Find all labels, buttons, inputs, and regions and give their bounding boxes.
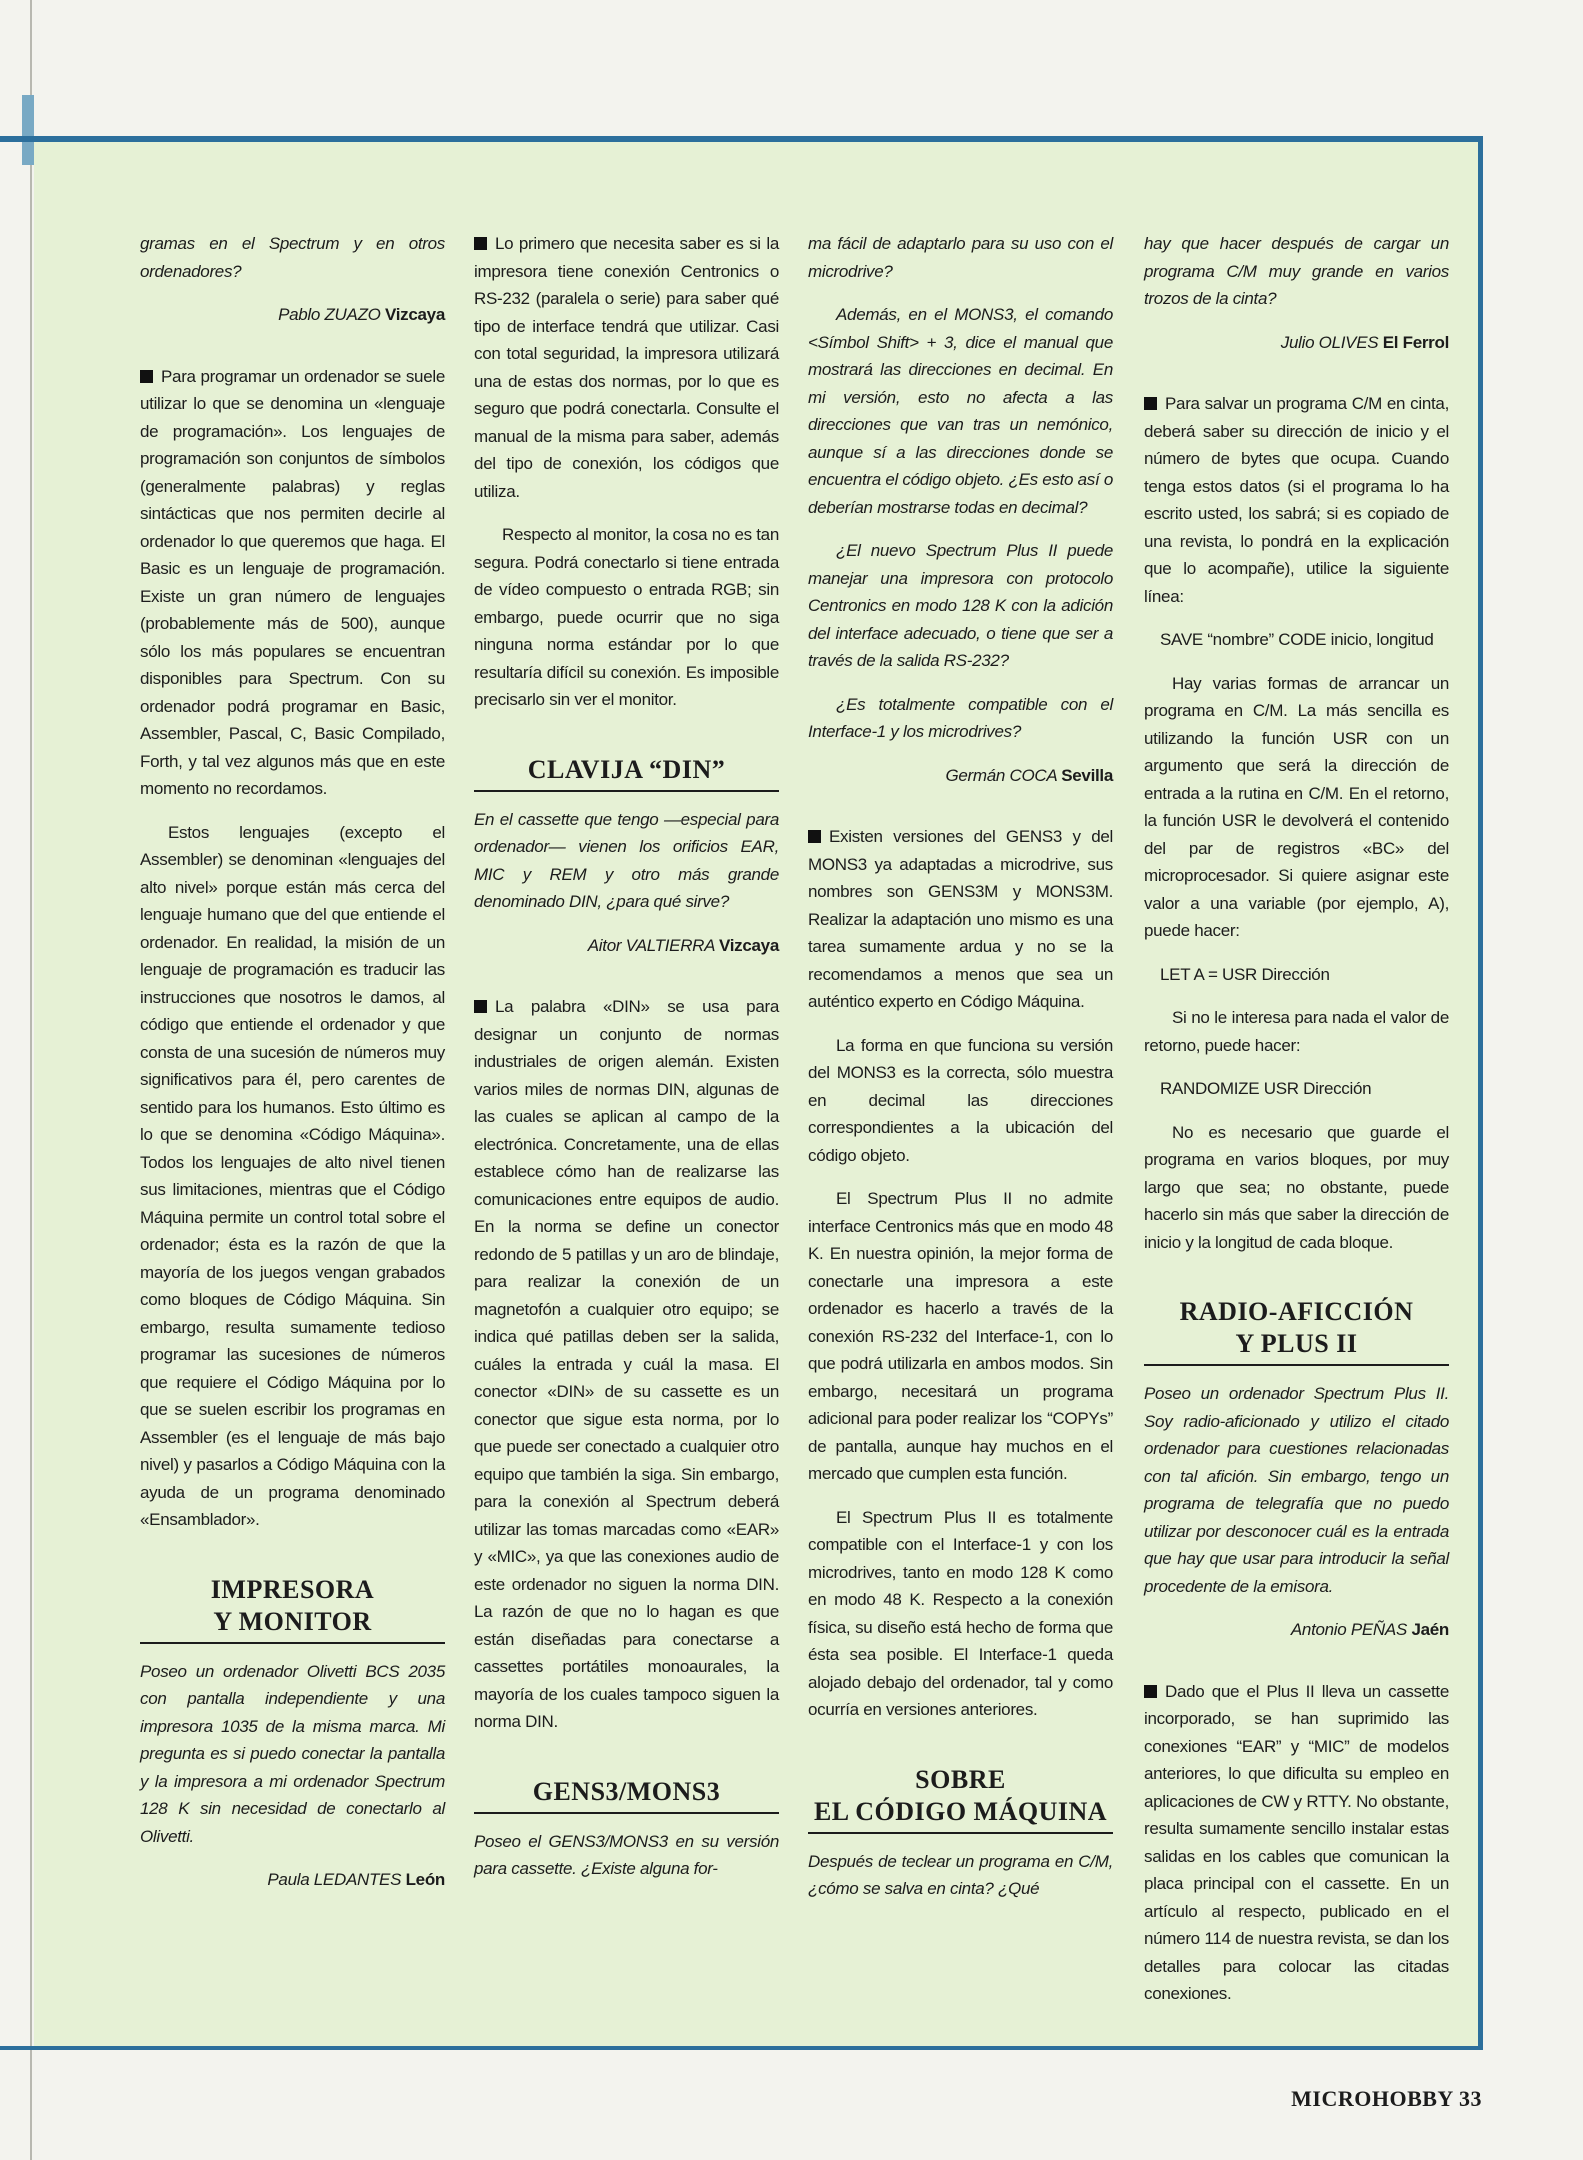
answer-text: La palabra «DIN» se usa para designar un conjunto de normas industriales de origen alemán. Existen varios miles de normas DIN, algunas de las cuales se aplican al campo de la electrónica. Concretamente, una de ellas establece cómo han de realizarse las comunicaciones entre equipos de audio. En la norma se define un conector redondo de 5 patillas y un aro de blindaje, para realizar la conexión de un magnetofón a cualquier otro equipo; se indica qué patillas deben ser la salida, cuáles la entrada y cuál la masa. El conector «DIN» de su cassette es un conector que sigue esta norma, por lo que puede ser conectado a cualquier otro equipo que también la siga. Sin embargo, para la conexión al Spectrum deberá utilizar las tomas marcadas como «EAR» y «MIC», ya que las conexiones audio de este ordenador no siguen la norma DIN. La razón de que no lo hagan es que están diseñadas para conectarse a cassettes portátiles monoaurales, la mayoría de los cuales tampoco siguen la norma DIN. [474,997,779,1731]
bullet-square-icon [808,830,821,843]
answer-text: El Spectrum Plus II es totalmente compatible con el Interface-1 y con los microdrives, tanto en modo 128 K como en modo 48 K. Respecto a la conexión física, su diseño está hecho de forma que ésta sea posible. El Interface-1 queda alojado debajo del ordenador, tal y como ocurría en versiones anteriores. [808,1507,1113,1719]
signature: Antonio PEÑAS Jaén [1290,1620,1449,1639]
answer-text: No es necesario que guarde el programa en varios bloques, por muy largo que sea; no obstante, puede hacerlo sin más que saber la dirección de inicio y la longitud de cada bloque. [1144,1122,1449,1252]
code-line: SAVE “nombre” CODE inicio, longitud [1160,630,1434,649]
answer-text: Respecto al monitor, la cosa no es tan segura. Podrá conectarlo si tiene entrada de vídeo compuesto o entrada RGB; sin embargo, puede ocurrir que no siga ninguna norma estándar por lo que resultaría difícil su conexión. Es imposible precisarlo sin ver el monitor. [474,525,779,709]
code-line: LET A = USR Dirección [1160,964,1330,984]
bullet-square-icon [474,1000,487,1013]
frame-bottom-border [0,2046,1482,2050]
answer-text: Existen versiones del GENS3 y del MONS3 ya adaptadas a microdrive, sus nombres son GENS3M y MONS3M. Realizar la adaptación uno mismo es una tarea sumamente ardua y no se la recomendamos a menos que sea un auténtico experto en Código Máquina. [808,827,1113,1011]
question-text: gramas en el Spectrum y en otros ordenadores? [140,234,445,281]
signature: Paula LEDANTES León [267,1870,445,1889]
column-3 [808,230,1113,1919]
question-text: ¿El nuevo Spectrum Plus II puede manejar una impresora con protocolo Centronics en modo 128 K con la adición del interface adecuado, o tiene que ser a través de la salida RS-232? [808,541,1113,670]
frame-right-border [1478,136,1483,2050]
signature: Pablo ZUAZO Vizcaya [278,305,445,324]
answer-text: Hay varias formas de arrancar un programa en C/M. La más sencilla es utilizando la función USR con un argumento que será la dirección de entrada a la rutina en C/M. En el retorno, la función USR le devolverá el contenido del par de registros «BC» del microprocesador. Si quiere asignar este valor a una variable (por ejemplo, A), puede hacer: [1144,673,1449,940]
bullet-square-icon [1144,397,1157,410]
question-text: ma fácil de adaptarlo para su uso con el microdrive? [808,234,1113,281]
question-text: Poseo un ordenador Olivetti BCS 2035 con pantalla independiente y una impresora 1035 de la misma marca. Mi pregunta es si puedo conectar la pantalla y la impresora a mi ordenador Spectrum 128 K sin necesidad de conectarlo al Olivetti. [140,1661,445,1846]
page-footer [1220,2086,1482,2112]
section-heading: CLAVIJA “DIN” [474,754,779,792]
question-text: En el cassette que tengo —especial para ordenador— vienen los orificios EAR, MIC y REM y otro más grande denominado DIN, ¿para qué sirve? [474,809,779,911]
page-margin-line [30,0,32,2160]
signature: Germán COCA Sevilla [945,765,1113,785]
question-text: ¿Es totalmente compatible con el Interface-1 y los microdrives? [808,694,1113,741]
question-text: Además, en el MONS3, el comando <Símbol Shift> + 3, dice el manual que mostrará las direcciones en decimal. En mi versión, esto no afecta a las direcciones que van tras un nemónico, aunque sí a las direcciones donde se encuentra el código objeto. ¿Es esto así o deberían mostrarse todas en decimal? [808,305,1113,517]
bullet-square-icon [140,370,153,383]
signature: Julio OLIVES El Ferrol [1280,332,1449,352]
page-number: 33 [1459,2086,1482,2111]
bullet-square-icon [1144,1685,1157,1698]
page-edge-tab [22,95,34,165]
question-text: Poseo el GENS3/MONS3 en su versión para cassette. ¿Existe alguna for- [474,1831,779,1878]
question-text: Poseo un ordenador Spectrum Plus II. Soy radio-aficionado y utilizo el citado ordenador para cuestiones relacionadas con tal afición. Sin embargo, tengo un programa de telegrafía que no puedo utilizar por desconocer cuál es la entrada que hay que usar para introducir la señal procedente de la emisora. [1144,1384,1449,1596]
column-4 [1144,230,1449,2024]
bullet-square-icon [474,237,487,250]
code-line: RANDOMIZE USR Dirección [1160,1079,1372,1098]
answer-text: Dado que el Plus II lleva un cassette incorporado, se han suprimido las conexiones “EAR” y “MIC” de modelos anteriores, lo que dificulta su empleo en aplicaciones de CW y RTTY. No obstante, resulta sumamente sencillo instalar estas salidas en los cables que comunican la placa principal con el cassette. En un artículo al respecto, publicado en el número 114 de nuestra revista, se dan los detalles para colocar las citadas conexiones. [1144,1681,1449,2003]
question-text: Después de teclear un programa en C/M, ¿cómo se salva en cinta? ¿Qué [808,1851,1113,1898]
column-1 [140,230,445,1928]
column-2 [474,230,779,1899]
section-heading: SOBRE EL CÓDIGO MÁQUINA [808,1764,1113,1834]
answer-text: Para programar un ordenador se suele utilizar lo que se denomina un «lenguaje de programación». Los lenguajes de programación son conjuntos de símbolos (generalmente palabras) y reglas sintácticas que nos permiten decirle al ordenador lo que queremos que haga. El Basic es un lenguaje de programación. Existe un gran número de lenguajes (probablemente más de 500), aunque sólo los más populares se encuentran disponibles para Spectrum. Con su ordenador podrá programar en Basic, Assembler, Pascal, C, Basic Compilado, Forth, y tal vez algunos más que en este momento no recordamos. [140,366,445,798]
answer-text: Para salvar un programa C/M en cinta, deberá saber su dirección de inicio y el número de bytes que ocupa. Cuando tenga estos datos (si el programa lo ha escrito usted, los sabrá; si es copiado de una revista, lo pondrá en la explicación que lo acompañe), utilice la siguiente línea: [1144,394,1449,606]
answer-text: Lo primero que necesita saber es si la impresora tiene conexión Centronics o RS-232 (paralela o serie) para saber qué tipo de interface tendrá que utilizar. Casi con total seguridad, la impresora utilizará una de estas dos normas, por lo que es seguro que podrá conectarla. Consulte el manual de la misma para saber, además del tipo de conexión, los códigos que utiliza. [474,234,779,501]
section-heading: IMPRESORA Y MONITOR [140,1574,445,1644]
section-heading: RADIO-AFICCIÓN Y PLUS II [1144,1296,1449,1366]
answer-text: El Spectrum Plus II no admite interface Centronics más que en modo 48 K. En nuestra opinión, la mejor forma de conectarle una impresora a este ordenador es hacerlo a través de la conexión RS-232 del Interface-1, con lo que podrá utilizarla en ambos modos. Sin embargo, necesitará un programa adicional para poder realizar los “COPYs” de pantalla, aunque hay muchos en el mercado que cumplen esta función. [808,1189,1113,1483]
section-heading: GENS3/MONS3 [474,1776,779,1814]
magazine-name: MICROHOBBY [1291,2086,1453,2111]
answer-text: Si no le interesa para nada el valor de retorno, puede hacer: [1144,1008,1449,1055]
question-text: hay que hacer después de cargar un programa C/M muy grande en varios trozos de la cinta? [1144,234,1449,308]
signature: Aitor VALTIERRA Vizcaya [587,935,779,955]
frame-top-border [0,136,1482,142]
answer-text: Estos lenguajes (excepto el Assembler) se denominan «lenguajes del alto nivel» porque están más cerca del lenguaje humano que del que entiende el ordenador. En realidad, la misión de un lenguaje de programación es traducir las instrucciones que nosotros le damos, al código que entiende el ordenador y que consta de una sucesión de números muy significativos para él, pero carentes de sentido para los humanos. Esto último es lo que se denomina «Código Máquina». Todos los lenguajes de alto nivel tienen sus limitaciones, mientras que el Código Máquina permite un control total sobre el ordenador; ésta es la razón de que la mayoría de los juegos vengan grabados como bloques de Código Máquina. Sin embargo, resulta sumamente tedioso programar las sucesiones de números que requiere el Código Máquina por lo que se suelen escribir los programas en Assembler (es el lenguaje de más bajo nivel) y pasarlos a Código Máquina con la ayuda de un programa denominado «Ensamblador». [140,822,445,1529]
answer-text: La forma en que funciona su versión del MONS3 es la correcta, sólo muestra en decimal las direcciones correspondientes a la ubicación del código objeto. [808,1035,1113,1165]
